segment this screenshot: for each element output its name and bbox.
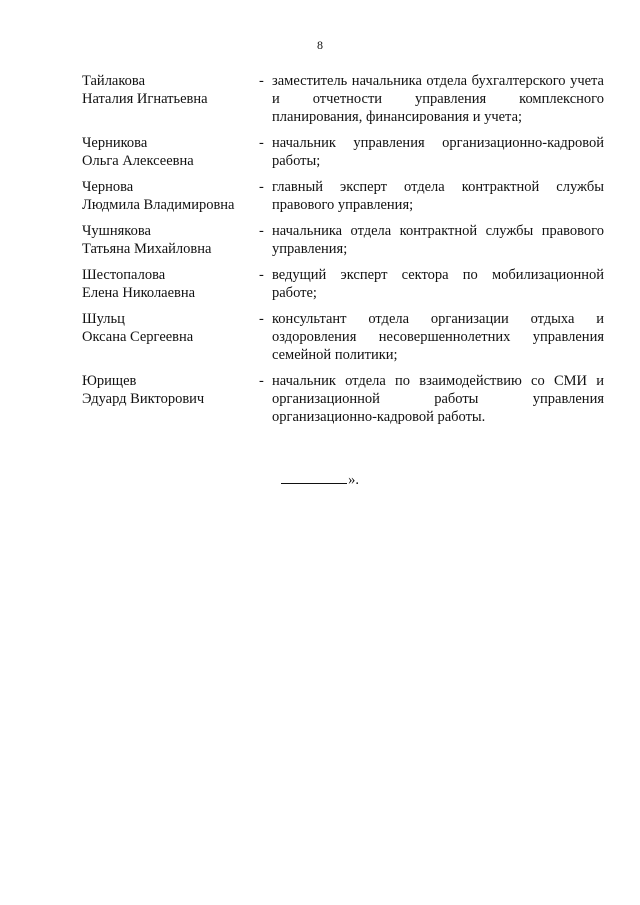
person-given-name: Оксана Сергеевна xyxy=(82,329,194,345)
person-name xyxy=(82,178,257,214)
person-given-name: Людмила Владимировна xyxy=(82,197,235,213)
person-name xyxy=(82,222,257,258)
separator-dash: - xyxy=(259,223,264,239)
person-given-name: Елена Николаевна xyxy=(82,285,196,301)
person-name xyxy=(82,72,257,108)
closing-rule xyxy=(281,471,347,484)
person-name xyxy=(82,372,257,408)
person-name xyxy=(82,134,257,170)
separator-dash: - xyxy=(259,267,264,283)
person-given-name: Татьяна Михайловна xyxy=(82,241,212,257)
person-name xyxy=(82,266,257,302)
person-surname: Юрищев xyxy=(82,373,137,389)
closing-line xyxy=(0,471,640,489)
person-surname: Черникова xyxy=(82,135,148,151)
person-given-name: Наталия Игнатьевна xyxy=(82,91,208,107)
separator-dash: - xyxy=(259,135,264,151)
separator-dash: - xyxy=(259,311,264,327)
person-given-name: Ольга Алексеевна xyxy=(82,153,194,169)
person-position: начальник управления организационно-кадровой работы; xyxy=(272,135,604,169)
person-surname: Чушнякова xyxy=(82,223,151,239)
separator-dash: - xyxy=(259,73,264,89)
person-position: консультант отдела организации отдыха и оздоровления несовершеннолетних управления семейной политики; xyxy=(272,311,604,363)
person-surname: Чернова xyxy=(82,179,134,195)
person-position: ведущий эксперт сектора по мобилизационной работе; xyxy=(272,267,604,301)
page-number: 8 xyxy=(317,38,323,52)
closing-quote: ». xyxy=(348,472,359,488)
person-surname: Тайлакова xyxy=(82,73,146,89)
person-name xyxy=(82,310,257,346)
person-given-name: Эдуард Викторович xyxy=(82,391,205,407)
person-position: главный эксперт отдела контрактной службы правового управления; xyxy=(272,179,604,213)
person-position: начальник отдела по взаимодействию со СМИ и организационной работы управления организационно-кадровой работы. xyxy=(272,373,604,425)
person-surname: Шестопалова xyxy=(82,267,166,283)
separator-dash: - xyxy=(259,373,264,389)
person-surname: Шульц xyxy=(82,311,125,327)
person-position: заместитель начальника отдела бухгалтерского учета и отчетности управления комплексного планирования, финансирования и учета; xyxy=(272,73,604,125)
person-position: начальника отдела контрактной службы правового управления; xyxy=(272,223,604,257)
separator-dash: - xyxy=(259,179,264,195)
